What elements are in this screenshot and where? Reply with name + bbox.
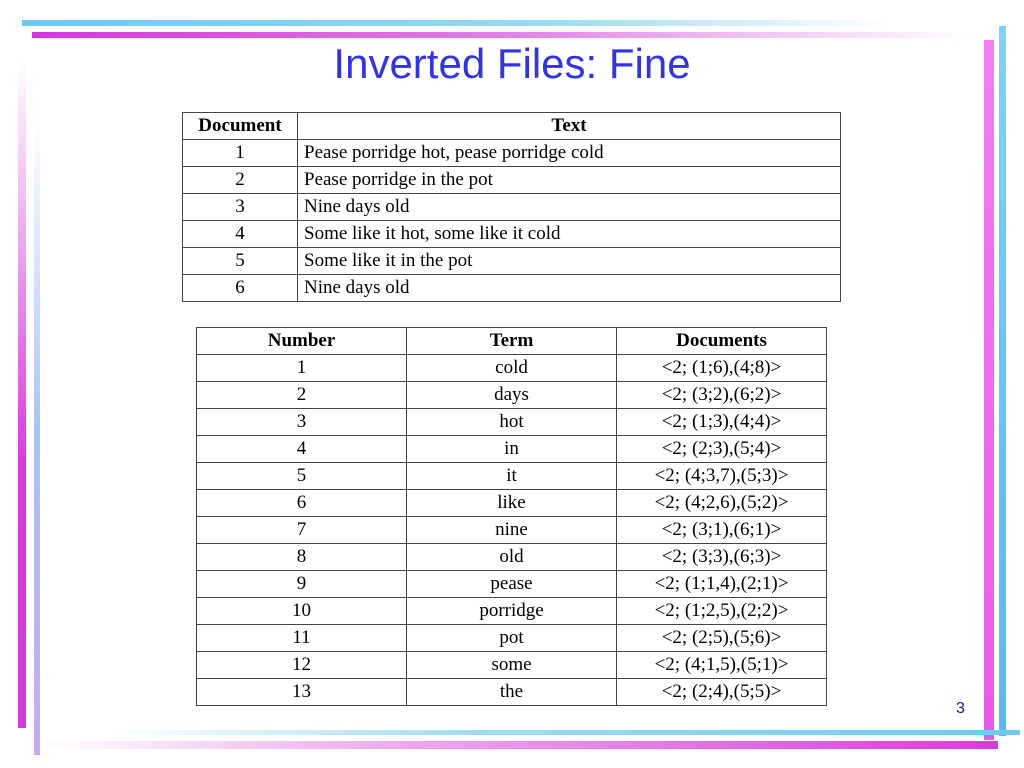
term: it xyxy=(407,463,617,490)
term-number: 4 xyxy=(197,436,407,463)
term: some xyxy=(407,652,617,679)
term-postings: <2; (1;2,5),(2;2)> xyxy=(617,598,827,625)
document-text: Pease porridge hot, pease porridge cold xyxy=(298,140,841,167)
term-number: 9 xyxy=(197,571,407,598)
term-postings: <2; (3;1),(6;1)> xyxy=(617,517,827,544)
term-number: 2 xyxy=(197,382,407,409)
term-postings: <2; (2;5),(5;6)> xyxy=(617,625,827,652)
table-row xyxy=(197,355,827,382)
page-number: 3 xyxy=(956,700,965,717)
inverted-index-table-header xyxy=(197,328,827,355)
document-number: 3 xyxy=(183,194,298,221)
term-postings: <2; (1;1,4),(2;1)> xyxy=(617,571,827,598)
document-text: Pease porridge in the pot xyxy=(298,167,841,194)
term-number: 10 xyxy=(197,598,407,625)
decorative-bar-left-magenta xyxy=(18,60,26,728)
table-row xyxy=(197,625,827,652)
header-text: Text xyxy=(298,113,841,140)
term: like xyxy=(407,490,617,517)
document-text: Nine days old xyxy=(298,275,841,302)
table-row xyxy=(183,167,841,194)
decorative-bar-bottom-cyan xyxy=(110,730,1020,735)
table-row xyxy=(183,221,841,248)
term-number: 1 xyxy=(197,355,407,382)
document-text: Some like it hot, some like it cold xyxy=(298,221,841,248)
term: pease xyxy=(407,571,617,598)
table-row xyxy=(197,463,827,490)
term-number: 12 xyxy=(197,652,407,679)
header-number: Number xyxy=(197,328,407,355)
documents-table xyxy=(182,112,841,302)
term: hot xyxy=(407,409,617,436)
table-row xyxy=(183,275,841,302)
decorative-bar-left-cyan xyxy=(34,120,40,755)
document-number: 4 xyxy=(183,221,298,248)
header-term: Term xyxy=(407,328,617,355)
term-postings: <2; (4;3,7),(5;3)> xyxy=(617,463,827,490)
term-number: 3 xyxy=(197,409,407,436)
term-postings: <2; (3;3),(6;3)> xyxy=(617,544,827,571)
term-postings: <2; (1;6),(4;8)> xyxy=(617,355,827,382)
term: days xyxy=(407,382,617,409)
term-number: 8 xyxy=(197,544,407,571)
table-row xyxy=(197,571,827,598)
term: old xyxy=(407,544,617,571)
table-row xyxy=(197,544,827,571)
decorative-bar-right-magenta xyxy=(984,40,994,740)
term: pot xyxy=(407,625,617,652)
inverted-index-table xyxy=(196,327,827,706)
term: in xyxy=(407,436,617,463)
table-row xyxy=(197,517,827,544)
documents-table-header xyxy=(183,113,841,140)
term-number: 7 xyxy=(197,517,407,544)
term-postings: <2; (4;2,6),(5;2)> xyxy=(617,490,827,517)
slide-title: Inverted Files: Fine xyxy=(333,40,691,87)
decorative-bar-top-magenta xyxy=(32,32,972,38)
term: cold xyxy=(407,355,617,382)
document-number: 5 xyxy=(183,248,298,275)
decorative-bar-right-cyan xyxy=(999,26,1006,736)
document-number: 2 xyxy=(183,167,298,194)
document-text: Some like it in the pot xyxy=(298,248,841,275)
term-postings: <2; (2;4),(5;5)> xyxy=(617,679,827,706)
term-number: 6 xyxy=(197,490,407,517)
table-row xyxy=(197,598,827,625)
table-row xyxy=(197,679,827,706)
term-postings: <2; (1;3),(4;4)> xyxy=(617,409,827,436)
decorative-bar-bottom-magenta xyxy=(40,741,998,749)
table-row xyxy=(197,490,827,517)
term-postings: <2; (3;2),(6;2)> xyxy=(617,382,827,409)
table-row xyxy=(197,409,827,436)
header-documents: Documents xyxy=(617,328,827,355)
term-postings: <2; (2;3),(5;4)> xyxy=(617,436,827,463)
term-number: 5 xyxy=(197,463,407,490)
term-number: 13 xyxy=(197,679,407,706)
term: nine xyxy=(407,517,617,544)
header-document: Document xyxy=(183,113,298,140)
table-row xyxy=(183,248,841,275)
term: porridge xyxy=(407,598,617,625)
table-row xyxy=(183,140,841,167)
decorative-bar-top-cyan xyxy=(22,20,892,26)
term-postings: <2; (4;1,5),(5;1)> xyxy=(617,652,827,679)
term-number: 11 xyxy=(197,625,407,652)
table-row xyxy=(197,382,827,409)
document-number: 6 xyxy=(183,275,298,302)
term: the xyxy=(407,679,617,706)
document-text: Nine days old xyxy=(298,194,841,221)
document-number: 1 xyxy=(183,140,298,167)
table-row xyxy=(183,194,841,221)
table-row xyxy=(197,652,827,679)
table-row xyxy=(197,436,827,463)
